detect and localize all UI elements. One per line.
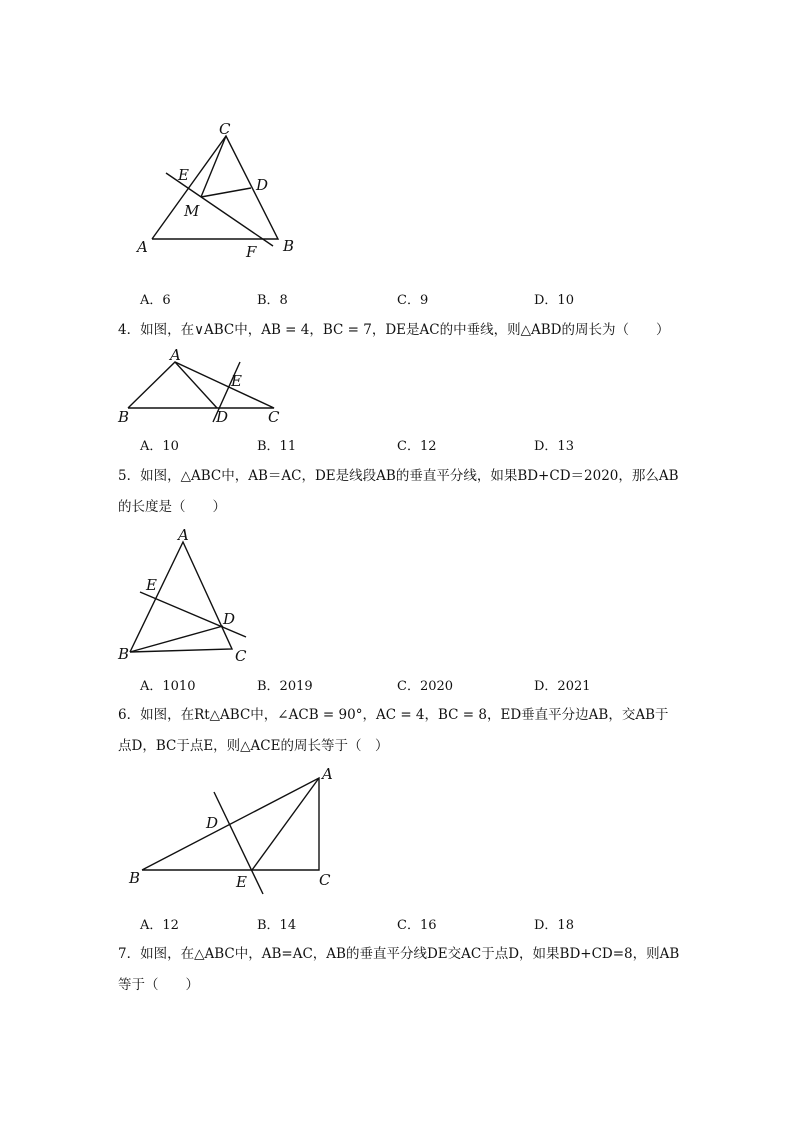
option-b[interactable]: B．8 (257, 293, 288, 308)
option-a[interactable]: A．1010 (140, 679, 196, 694)
label-b: B (118, 645, 130, 663)
option-b[interactable]: B．11 (257, 439, 297, 454)
q5-options (140, 675, 600, 695)
label-b: B (118, 408, 130, 426)
q4-options (140, 435, 600, 455)
option-c[interactable]: C．12 (397, 439, 437, 454)
option-b[interactable]: B．2019 (257, 679, 313, 694)
label-d: D (256, 176, 269, 194)
segment-md (201, 188, 251, 197)
label-e: E (178, 166, 189, 184)
label-d: D (206, 814, 219, 832)
label-b: B (283, 237, 295, 255)
q5-question-line1: 5．如图，△ABC中，AB＝AC，DE是线段AB的垂直平分线，如果BD+CD＝2020，那么AB (118, 468, 679, 484)
label-a: A (137, 238, 148, 256)
triangle-abc (128, 362, 274, 408)
q6-question-line1: 6．如图，在Rt△ABC中，∠ACB = 90°，AC = 4，BC = 8，ED垂直平分边AB，交AB于 (118, 707, 669, 723)
option-c[interactable]: C．2020 (397, 679, 454, 694)
label-f: F (246, 243, 257, 261)
segment-ae (252, 778, 319, 870)
label-c: C (219, 120, 231, 138)
label-c: C (268, 408, 280, 426)
option-a[interactable]: A．12 (140, 918, 179, 933)
q5-question-line2: 的长度是（ ） (118, 499, 226, 515)
q3-options (140, 289, 600, 309)
option-c[interactable]: C．9 (397, 293, 429, 308)
label-e: E (146, 576, 157, 594)
option-d[interactable]: D．2021 (534, 679, 591, 694)
q3-figure (120, 110, 320, 270)
q7-question-line2: 等于（ ） (118, 977, 199, 993)
triangle-abc (142, 778, 319, 870)
option-a[interactable]: A．10 (140, 439, 179, 454)
label-d: D (223, 610, 236, 628)
q6-figure (120, 762, 345, 897)
q6-options (140, 914, 600, 934)
q5-figure (110, 524, 260, 669)
segment-bd (130, 626, 223, 652)
label-b: B (129, 869, 141, 887)
label-e: E (236, 873, 247, 891)
label-c: C (235, 647, 247, 665)
label-c: C (319, 871, 331, 889)
option-d[interactable]: D．18 (534, 918, 574, 933)
label-e: E (231, 372, 242, 390)
label-m: M (184, 202, 200, 220)
q7-question-line1: 7．如图，在△ABC中，AB=AC，AB的垂直平分线DE交AC于点D，如果BD+CD=8，则AB (118, 946, 680, 962)
q6-question-line2: 点D，BC于点E，则△ACE的周长等于（ ） (118, 738, 389, 754)
q4-figure (110, 344, 310, 429)
option-a[interactable]: A．6 (140, 293, 171, 308)
label-a: A (178, 526, 189, 544)
option-b[interactable]: B．14 (257, 918, 297, 933)
option-d[interactable]: D．10 (534, 293, 574, 308)
triangle-abc (130, 542, 232, 652)
label-d: D (216, 408, 229, 426)
option-d[interactable]: D．13 (534, 439, 574, 454)
label-a: A (170, 346, 181, 364)
q4-question: 4．如图，在∨ABC中，AB = 4，BC = 7，DE是AC的中垂线，则△ABD的周长为（ ） (118, 322, 670, 338)
label-a: A (322, 765, 333, 783)
option-c[interactable]: C．16 (397, 918, 437, 933)
segment-ad (175, 362, 217, 408)
